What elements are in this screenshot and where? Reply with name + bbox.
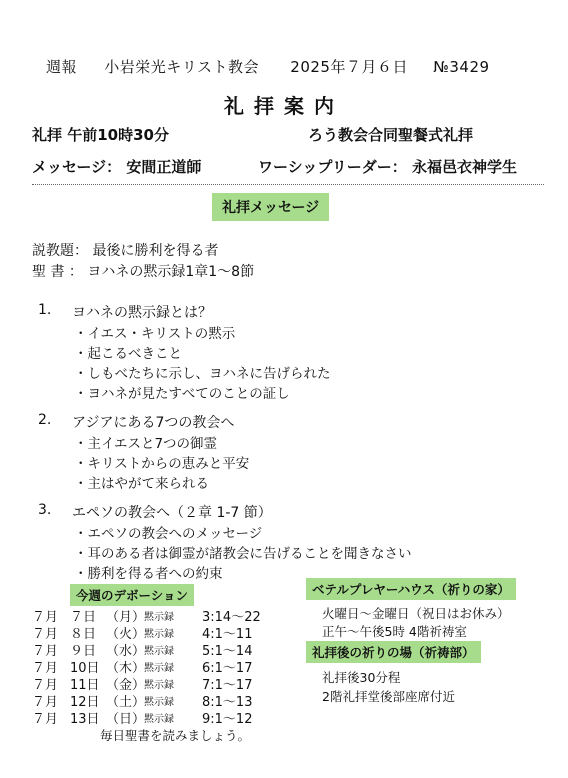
devotion-month: ７月 [32,678,59,693]
bulletin-label: 週報 [46,58,78,76]
issue-number: №3429 [433,58,490,76]
devotion-book: 黙示録 [144,663,174,674]
list-item: ・キリストからの恵みと平安 [74,456,250,472]
devotion-footer: 毎日聖書を読みましょう。 [100,728,251,743]
list-item: ・起こるべきこと [74,346,182,362]
devotion-month: ７月 [32,627,59,642]
devotion-month: ７月 [32,644,59,659]
devotion-weekday: （土） [106,695,146,710]
devotion-weekday: （火） [106,627,146,642]
church-name: 小岩栄光キリスト教会 [104,58,259,76]
devotion-weekday: （水） [106,644,146,659]
message-speaker: メッセージ： 安間正道師 [32,158,202,176]
after-prayer-place: 2階礼拝堂後部座席付近 [322,689,455,704]
point-number: 2. [38,412,52,428]
list-item: ・イエス・キリストの黙示 [74,326,236,342]
list-item: ・勝利を得る者への約束 [74,566,223,582]
devotion-day: 11日 [70,678,100,693]
list-item: ・主イエスと7つの御霊 [74,436,218,452]
devotion-verse: 8:1～13 [202,695,253,710]
devotion-day: 13日 [70,712,100,727]
list-item: ・ヨハネが見たすべてのことの証し [74,386,290,402]
devotion-month: ７月 [32,661,59,676]
devotion-weekday: （月） [106,610,146,625]
after-prayer-time: 礼拝後30分程 [322,670,401,685]
prayer-house-schedule: 火曜日～金曜日（祝日はお休み） [322,606,510,621]
point-number: 3. [38,502,52,518]
devotion-verse: 9:1～12 [202,712,253,727]
after-prayer-label: 礼拝後の祈りの場（祈祷部） [306,641,481,663]
devotion-verse: 5:1～14 [202,644,253,659]
devotion-verse: 6:1～17 [202,661,253,676]
point-title: アジアにある7つの教会へ [72,415,235,431]
devotion-day: ９日 [70,644,97,659]
list-item: ・耳のある者は御霊が諸教会に告げることを聞きなさい [74,546,412,562]
sermon-topic: 説教題： 最後に勝利を得る者 [32,243,219,259]
bulletin-date: 2025年７月６日 [290,58,408,76]
list-item: ・しもべたちに示し、ヨハネに告げられた [74,366,331,382]
devotion-book: 黙示録 [144,629,174,640]
devotion-month: ７月 [32,610,59,625]
devotion-weekday: （金） [106,678,146,693]
devotion-book: 黙示録 [144,646,174,657]
devotion-verse: 7:1～17 [202,678,253,693]
service-time: 礼拝 午前10時30分 [32,126,169,144]
point-title: ヨハネの黙示録とは？ [72,305,212,321]
scripture-reference: 聖 書 ： ヨハネの黙示録1章1～8節 [32,264,255,280]
devotion-label: 今週のデボーション [70,584,194,606]
devotion-weekday: （日） [106,712,146,727]
devotion-book: 黙示録 [144,697,174,708]
prayer-house-time: 正午～午後5時 4階祈祷室 [322,624,467,639]
service-note: ろう教会合同聖餐式礼拝 [308,126,474,144]
devotion-book: 黙示録 [144,612,174,623]
message-section-label: 礼拝メッセージ [212,193,329,221]
devotion-day: 12日 [70,695,100,710]
page-title: 礼拝案内 [224,94,344,118]
worship-leader: ワーシップリーダー： 永福邑衣神学生 [258,158,518,176]
devotion-verse: 3:14～22 [202,610,261,625]
point-number: 1. [38,302,52,318]
divider [32,184,544,185]
devotion-month: ７月 [32,712,59,727]
devotion-day: ８日 [70,627,97,642]
devotion-book: 黙示録 [144,680,174,691]
list-item: ・主はやがて来られる [74,476,209,492]
prayer-house-label: ベテルプレヤーハウス（祈りの家） [306,578,516,600]
point-title: エペソの教会へ（２章 1-7 節） [72,505,272,521]
devotion-verse: 4:1～11 [202,627,253,642]
devotion-book: 黙示録 [144,714,174,725]
bulletin-header [46,56,490,77]
devotion-weekday: （木） [106,661,146,676]
list-item: ・エペソの教会へのメッセージ [74,526,263,542]
devotion-day: ７日 [70,610,97,625]
devotion-day: 10日 [70,661,100,676]
devotion-month: ７月 [32,695,59,710]
